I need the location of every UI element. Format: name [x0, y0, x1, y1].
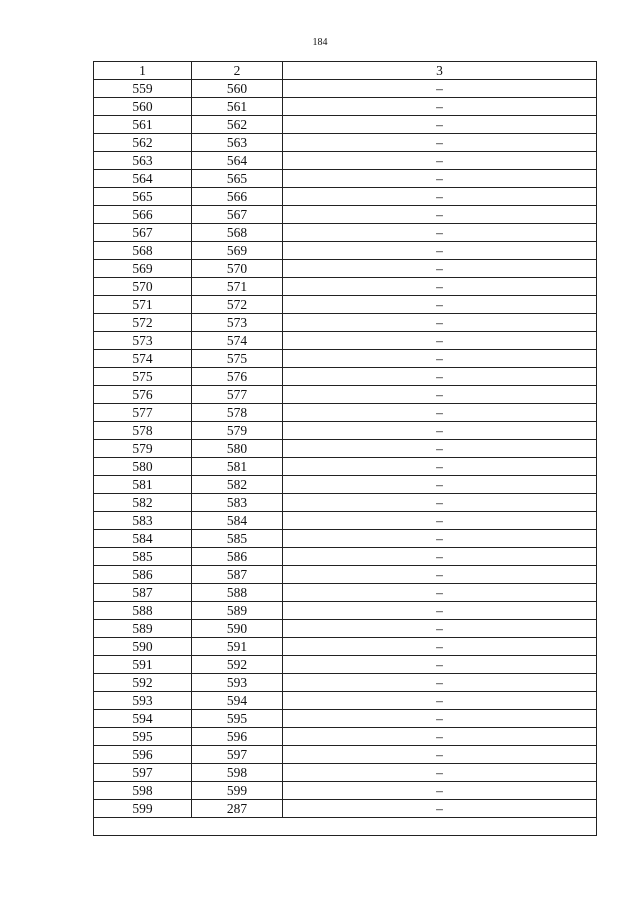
table-cell-col-1: 594: [94, 710, 192, 728]
table-cell-col-2: 589: [192, 602, 283, 620]
table-cell-col-1: 582: [94, 494, 192, 512]
table-cell-col-3: –: [283, 386, 597, 404]
table-cell-col-2: 588: [192, 584, 283, 602]
table-cell-col-2: 565: [192, 170, 283, 188]
table-row: [94, 782, 597, 800]
table-row: [94, 404, 597, 422]
data-table: [93, 61, 597, 836]
table-row: [94, 728, 597, 746]
table-row: [94, 242, 597, 260]
table-cell-col-3: –: [283, 242, 597, 260]
table-row: [94, 296, 597, 314]
table-cell-col-1: 590: [94, 638, 192, 656]
table-row: [94, 548, 597, 566]
table-row: [94, 656, 597, 674]
table-cell-col-1: 578: [94, 422, 192, 440]
table-cell-col-2: 564: [192, 152, 283, 170]
table-cell-col-2: 573: [192, 314, 283, 332]
table-row: [94, 620, 597, 638]
blank-row: [94, 818, 597, 836]
table-cell-col-3: –: [283, 512, 597, 530]
table-cell-col-2: 579: [192, 422, 283, 440]
table-cell-col-3: –: [283, 80, 597, 98]
table-cell-col-1: 596: [94, 746, 192, 764]
table-cell-col-1: 561: [94, 116, 192, 134]
table-cell-col-3: –: [283, 332, 597, 350]
table-row: [94, 584, 597, 602]
table-cell-col-3: –: [283, 278, 597, 296]
table-cell-col-1: 574: [94, 350, 192, 368]
table-cell-col-1: 580: [94, 458, 192, 476]
table-row: [94, 638, 597, 656]
table-cell-col-3: –: [283, 368, 597, 386]
table-cell-col-2: 567: [192, 206, 283, 224]
table-cell-col-3: –: [283, 674, 597, 692]
table-cell-col-2: 599: [192, 782, 283, 800]
table-row: [94, 98, 597, 116]
table-cell-col-2: 582: [192, 476, 283, 494]
table-cell-col-1: 565: [94, 188, 192, 206]
page-number: 184: [312, 37, 328, 48]
table-cell-col-2: 568: [192, 224, 283, 242]
table-cell-col-2: 575: [192, 350, 283, 368]
table-cell-col-1: 591: [94, 656, 192, 674]
table-cell-col-3: –: [283, 746, 597, 764]
table-cell-col-3: –: [283, 692, 597, 710]
table-cell-col-2: 583: [192, 494, 283, 512]
table-cell-col-1: 581: [94, 476, 192, 494]
table-cell-col-3: –: [283, 170, 597, 188]
table-cell-col-1: 597: [94, 764, 192, 782]
table-cell-col-2: 593: [192, 674, 283, 692]
column-header-1: 1: [94, 62, 192, 80]
table-cell-col-1: 575: [94, 368, 192, 386]
table-cell-col-3: –: [283, 476, 597, 494]
table-cell-col-1: 568: [94, 242, 192, 260]
table-row: [94, 332, 597, 350]
table-cell-col-2: 581: [192, 458, 283, 476]
table-row: [94, 170, 597, 188]
table-row: [94, 494, 597, 512]
table-cell-col-2: 598: [192, 764, 283, 782]
table-row: [94, 206, 597, 224]
table-cell-col-1: 573: [94, 332, 192, 350]
table-row: [94, 314, 597, 332]
table-row: [94, 458, 597, 476]
table-cell-col-2: 596: [192, 728, 283, 746]
table-cell-col-1: 569: [94, 260, 192, 278]
column-header-3: 3: [283, 62, 597, 80]
table-row: [94, 116, 597, 134]
table-row: [94, 422, 597, 440]
blank-cell: [94, 818, 597, 836]
table-cell-col-2: 569: [192, 242, 283, 260]
table-cell-col-1: 599: [94, 800, 192, 818]
table-cell-col-2: 572: [192, 296, 283, 314]
table-cell-col-1: 583: [94, 512, 192, 530]
table-cell-col-2: 576: [192, 368, 283, 386]
table-cell-col-2: 574: [192, 332, 283, 350]
table-cell-col-3: –: [283, 296, 597, 314]
table-cell-col-1: 595: [94, 728, 192, 746]
table-cell-col-2: 580: [192, 440, 283, 458]
table-cell-col-1: 585: [94, 548, 192, 566]
table-cell-col-1: 566: [94, 206, 192, 224]
table-cell-col-1: 593: [94, 692, 192, 710]
table-cell-col-3: –: [283, 98, 597, 116]
table-row: [94, 692, 597, 710]
table-row: [94, 152, 597, 170]
table-cell-col-3: –: [283, 260, 597, 278]
table-cell-col-1: 584: [94, 530, 192, 548]
table-cell-col-2: 563: [192, 134, 283, 152]
table-cell-col-1: 570: [94, 278, 192, 296]
table-row: [94, 476, 597, 494]
table-cell-col-3: –: [283, 764, 597, 782]
table-cell-col-2: 591: [192, 638, 283, 656]
table-cell-col-3: –: [283, 656, 597, 674]
table-row: [94, 566, 597, 584]
table-cell-col-2: 597: [192, 746, 283, 764]
table-cell-col-3: –: [283, 422, 597, 440]
table-row: [94, 134, 597, 152]
table-cell-col-2: 561: [192, 98, 283, 116]
table-cell-col-2: 562: [192, 116, 283, 134]
table-cell-col-3: –: [283, 224, 597, 242]
table-cell-col-2: 578: [192, 404, 283, 422]
table-row: [94, 602, 597, 620]
table-cell-col-2: 587: [192, 566, 283, 584]
table-cell-col-1: 592: [94, 674, 192, 692]
table-cell-col-1: 586: [94, 566, 192, 584]
table-cell-col-2: 584: [192, 512, 283, 530]
table-cell-col-2: 566: [192, 188, 283, 206]
table-cell-col-3: –: [283, 458, 597, 476]
table-row: [94, 350, 597, 368]
table-cell-col-3: –: [283, 800, 597, 818]
table-row: [94, 260, 597, 278]
table-cell-col-3: –: [283, 188, 597, 206]
table-row: [94, 674, 597, 692]
table-cell-col-1: 577: [94, 404, 192, 422]
table-cell-col-2: 571: [192, 278, 283, 296]
table-cell-col-3: –: [283, 404, 597, 422]
table-cell-col-3: –: [283, 548, 597, 566]
table-cell-col-1: 598: [94, 782, 192, 800]
table-cell-col-1: 579: [94, 440, 192, 458]
table-cell-col-2: 592: [192, 656, 283, 674]
table-cell-col-2: 595: [192, 710, 283, 728]
table-cell-col-1: 563: [94, 152, 192, 170]
table-cell-col-1: 572: [94, 314, 192, 332]
table-cell-col-3: –: [283, 206, 597, 224]
table-row: [94, 224, 597, 242]
table-cell-col-3: –: [283, 620, 597, 638]
table-row: [94, 710, 597, 728]
table-cell-col-2: 570: [192, 260, 283, 278]
table-cell-col-3: –: [283, 710, 597, 728]
table-cell-col-3: –: [283, 584, 597, 602]
table-cell-col-1: 576: [94, 386, 192, 404]
table-cell-col-3: –: [283, 602, 597, 620]
table-cell-col-1: 588: [94, 602, 192, 620]
table-cell-col-1: 567: [94, 224, 192, 242]
table-cell-col-3: –: [283, 116, 597, 134]
table-cell-col-1: 560: [94, 98, 192, 116]
table-cell-col-3: –: [283, 440, 597, 458]
table-row: [94, 188, 597, 206]
table-cell-col-2: 586: [192, 548, 283, 566]
table-cell-col-3: –: [283, 350, 597, 368]
table-cell-col-3: –: [283, 728, 597, 746]
table-row: [94, 278, 597, 296]
table-cell-col-1: 559: [94, 80, 192, 98]
table-cell-col-3: –: [283, 134, 597, 152]
table-cell-col-3: –: [283, 782, 597, 800]
table-cell-col-3: –: [283, 314, 597, 332]
table-row: [94, 530, 597, 548]
table-cell-col-2: 590: [192, 620, 283, 638]
table-row: [94, 386, 597, 404]
table-cell-col-3: –: [283, 530, 597, 548]
table-row: [94, 800, 597, 818]
table-cell-col-1: 564: [94, 170, 192, 188]
table-cell-col-2: 560: [192, 80, 283, 98]
table-row: [94, 440, 597, 458]
table-cell-col-2: 585: [192, 530, 283, 548]
table-cell-col-3: –: [283, 494, 597, 512]
table-row: [94, 512, 597, 530]
table-row: [94, 746, 597, 764]
table-cell-col-1: 587: [94, 584, 192, 602]
table-row: [94, 764, 597, 782]
table-cell-col-1: 571: [94, 296, 192, 314]
table-cell-col-1: 589: [94, 620, 192, 638]
table-header-row: [94, 62, 597, 80]
table-cell-col-2: 577: [192, 386, 283, 404]
table-cell-col-3: –: [283, 152, 597, 170]
table-cell-col-1: 562: [94, 134, 192, 152]
table-row: [94, 80, 597, 98]
table-cell-col-2: 287: [192, 800, 283, 818]
table-row: [94, 368, 597, 386]
column-header-2: 2: [192, 62, 283, 80]
table-cell-col-2: 594: [192, 692, 283, 710]
table-cell-col-3: –: [283, 566, 597, 584]
table-body: [94, 80, 597, 836]
table-cell-col-3: –: [283, 638, 597, 656]
